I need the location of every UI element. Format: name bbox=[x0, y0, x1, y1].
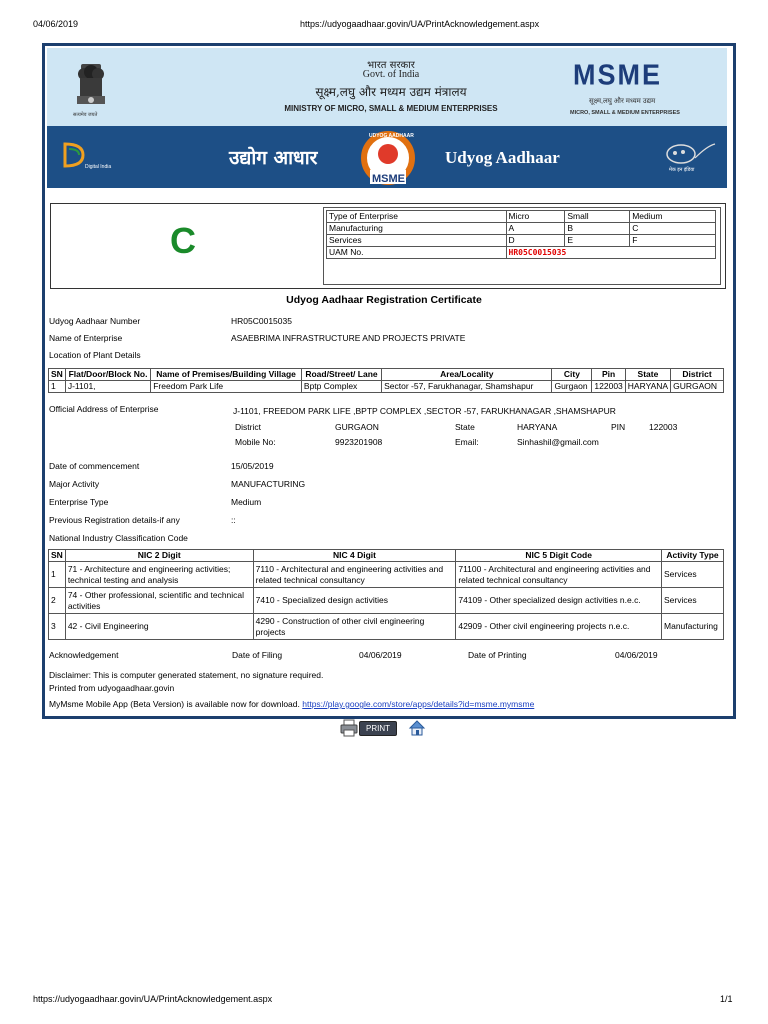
field-label: Location of Plant Details bbox=[49, 350, 141, 360]
plant-header-cell: Flat/Door/Block No. bbox=[65, 369, 150, 381]
nic-cell: 7410 - Specialized design activities bbox=[253, 588, 456, 614]
category-cell: C bbox=[630, 223, 716, 235]
pin-value: 122003 bbox=[649, 422, 678, 432]
nic-cell: 3 bbox=[49, 614, 66, 640]
nic-cell: 1 bbox=[49, 562, 66, 588]
detail-label: Previous Registration details-if any bbox=[49, 515, 180, 525]
nic-cell: 71100 - Architectural and engineering activities and related technical consultancy bbox=[456, 562, 662, 588]
printer-icon bbox=[339, 718, 359, 738]
category-cell: Manufacturing bbox=[327, 223, 507, 235]
nic-header-cell: Activity Type bbox=[662, 550, 724, 562]
nic-cell: 2 bbox=[49, 588, 66, 614]
category-cell: F bbox=[630, 235, 716, 247]
ministry-name: MINISTRY OF MICRO, SMALL & MEDIUM ENTERPRISES bbox=[284, 104, 498, 113]
table-row bbox=[49, 614, 724, 640]
detail-label: Date of commencement bbox=[49, 461, 140, 471]
nic-cell: 74109 - Other specialized design activities n.e.c. bbox=[456, 588, 662, 614]
plant-header-cell: Road/Street/ Lane bbox=[301, 369, 381, 381]
official-address: J-1101, FREEDOM PARK LIFE ,BPTP COMPLEX ,SECTOR -57, FARUKHANAGAR ,SHAMSHAPUR bbox=[233, 406, 616, 416]
logo-ring-text: UDYOG AADHAAR bbox=[369, 133, 414, 139]
detail-label: National Industry Classification Code bbox=[49, 533, 188, 543]
detail-label: Major Activity bbox=[49, 479, 100, 489]
plant-cell: 1 bbox=[49, 381, 66, 393]
hindi-govt: भारत सरकार bbox=[367, 60, 415, 71]
plant-cell: 122003 bbox=[592, 381, 625, 393]
hindi-ministry: सूक्ष्म,लघु और मध्यम उद्यम मंत्रालय bbox=[315, 85, 467, 99]
category-cell: D bbox=[506, 235, 565, 247]
mobile-value: 9923201908 bbox=[335, 437, 383, 447]
uam-row bbox=[327, 247, 716, 259]
nic-table bbox=[48, 549, 724, 640]
detail-value: MANUFACTURING bbox=[231, 479, 306, 489]
plant-header-cell: City bbox=[552, 369, 592, 381]
plant-details-table bbox=[48, 368, 724, 393]
detail-label: Enterprise Type bbox=[49, 497, 109, 507]
category-cell: B bbox=[565, 223, 630, 235]
certificate-title: Udyog Aadhaar Registration Certificate bbox=[286, 294, 482, 306]
print-date: 04/06/2019 bbox=[33, 19, 79, 29]
category-cell: Services bbox=[327, 235, 507, 247]
state-value: HARYANA bbox=[517, 422, 558, 432]
plant-header-cell: State bbox=[625, 369, 670, 381]
field-label: Udyog Aadhaar Number bbox=[49, 316, 141, 326]
category-cell: E bbox=[565, 235, 630, 247]
app-notice: MyMsme Mobile App (Beta Version) is available now for download. https://play.google.com/store/apps/details?id=msme.mymsme bbox=[49, 699, 535, 709]
plant-header-cell: Area/Locality bbox=[382, 369, 552, 381]
detail-value: 15/05/2019 bbox=[231, 461, 274, 471]
nic-cell: 7110 - Architectural and engineering activities and related technical consultancy bbox=[253, 562, 456, 588]
nic-cell: 71 - Architecture and engineering activities; technical testing and analysis bbox=[65, 562, 253, 588]
make-in-india-icon bbox=[659, 140, 719, 170]
category-cell: Medium bbox=[630, 211, 716, 223]
nic-cell: 4290 - Construction of other civil engineering projects bbox=[253, 614, 456, 640]
national-emblem-icon bbox=[69, 56, 113, 120]
printed-from: Printed from udyogaadhaar.govin bbox=[49, 683, 175, 693]
plant-cell: J-1101, bbox=[65, 381, 150, 393]
plant-cell: GURGAON bbox=[671, 381, 724, 393]
page-count: 1/1 bbox=[720, 994, 733, 1004]
table-row bbox=[49, 588, 724, 614]
enterprise-category-letter: C bbox=[170, 220, 196, 261]
nic-header-cell: NIC 4 Digit bbox=[253, 550, 456, 562]
plant-cell: Freedom Park Life bbox=[151, 381, 302, 393]
logo-msme: MSME bbox=[372, 173, 405, 185]
print-button[interactable] bbox=[339, 718, 397, 738]
msme-hindi: सूक्ष्म,लघु और मध्यम उद्यम bbox=[589, 98, 656, 105]
category-row bbox=[327, 223, 716, 235]
table-row bbox=[49, 381, 724, 393]
official-address-label: Official Address of Enterprise bbox=[49, 404, 159, 414]
plant-cell: Bptp Complex bbox=[301, 381, 381, 393]
category-cell: Small bbox=[565, 211, 630, 223]
nic-cell: 42 - Civil Engineering bbox=[65, 614, 253, 640]
print-button-label: PRINT bbox=[359, 721, 397, 736]
msme-caption: MICRO, SMALL & MEDIUM ENTERPRISES bbox=[570, 110, 680, 116]
nic-cell: Manufacturing bbox=[662, 614, 724, 640]
plant-header-cell: District bbox=[671, 369, 724, 381]
banner-title: Udyog Aadhaar bbox=[445, 148, 560, 167]
nic-cell: Services bbox=[662, 562, 724, 588]
acknowledgement-label: Acknowledgement bbox=[49, 650, 119, 660]
uam-number: HR05C0015035 bbox=[506, 247, 716, 259]
field-value: HR05C0015035 bbox=[231, 316, 292, 326]
plant-cell: Gurgaon bbox=[552, 381, 592, 393]
home-icon[interactable] bbox=[408, 719, 426, 737]
nic-header-cell: NIC 2 Digit bbox=[65, 550, 253, 562]
plant-header-cell: SN bbox=[49, 369, 66, 381]
district-value: GURGAON bbox=[335, 422, 379, 432]
category-cell: Micro bbox=[506, 211, 565, 223]
ministry-header bbox=[47, 48, 727, 126]
detail-value: :: bbox=[231, 515, 236, 525]
digital-india-label: Digital India bbox=[85, 164, 112, 170]
filing-date: 04/06/2019 bbox=[359, 650, 402, 660]
category-row bbox=[327, 211, 716, 223]
disclaimer: Disclaimer: This is computer generated statement, no signature required. bbox=[49, 670, 324, 680]
make-in-india-label: मेक इन इंडिया bbox=[669, 167, 695, 173]
category-table bbox=[326, 210, 716, 259]
nic-cell: 42909 - Other civil engineering projects n.e.c. bbox=[456, 614, 662, 640]
govt-india: Govt. of India bbox=[362, 69, 420, 80]
app-download-link[interactable]: https://play.google.com/store/apps/details?id=msme.mymsme bbox=[302, 699, 535, 709]
uam-label: UAM No. bbox=[327, 247, 507, 259]
footer-url: https://udyogaadhaar.govin/UA/PrintAcknowledgement.aspx bbox=[33, 994, 273, 1004]
category-row bbox=[327, 235, 716, 247]
hindi-title: उद्योग आधार bbox=[229, 147, 318, 169]
msme-logo: MSME bbox=[573, 59, 662, 91]
field-label: Name of Enterprise bbox=[49, 333, 123, 343]
plant-cell: Sector -57, Farukhanagar, Shamshapur bbox=[382, 381, 552, 393]
field-value: ASAEBRIMA INFRASTRUCTURE AND PROJECTS PRIVATE bbox=[231, 333, 466, 343]
email-value: Sinhashil@gmail.com bbox=[517, 437, 599, 447]
emblem-caption: सत्यमेव जयते bbox=[73, 112, 98, 118]
plant-cell: HARYANA bbox=[625, 381, 670, 393]
table-row bbox=[49, 562, 724, 588]
category-cell: A bbox=[506, 223, 565, 235]
plant-header-cell: Name of Premises/Building Village bbox=[151, 369, 302, 381]
printing-date: 04/06/2019 bbox=[615, 650, 658, 660]
detail-value: Medium bbox=[231, 497, 262, 507]
category-cell: Type of Enterprise bbox=[327, 211, 507, 223]
page-url: https://udyogaadhaar.govin/UA/PrintAcknowledgement.aspx bbox=[300, 19, 540, 29]
nic-header-cell: NIC 5 Digit Code bbox=[456, 550, 662, 562]
udyog-banner bbox=[47, 126, 727, 188]
nic-cell: 74 - Other professional, scientific and technical activities bbox=[65, 588, 253, 614]
plant-header-cell: Pin bbox=[592, 369, 625, 381]
nic-header-cell: SN bbox=[49, 550, 66, 562]
nic-cell: Services bbox=[662, 588, 724, 614]
